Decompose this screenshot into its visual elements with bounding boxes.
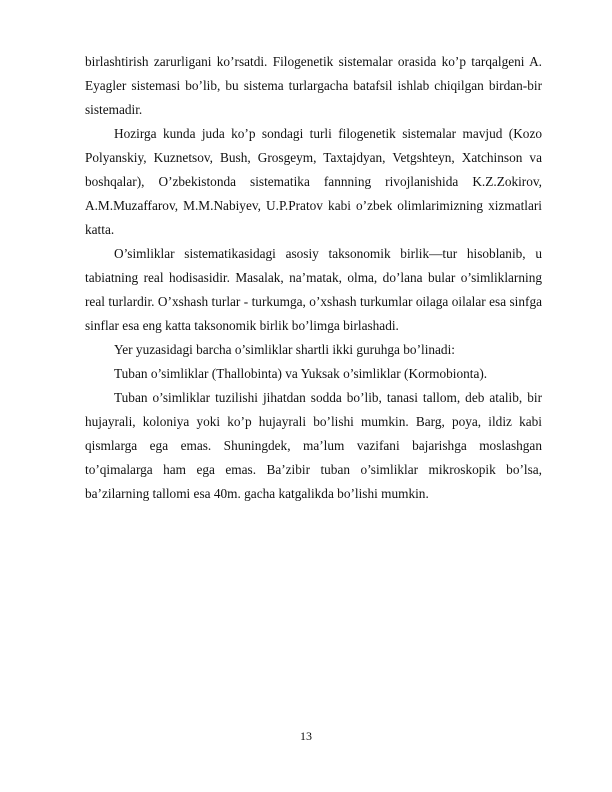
paragraph-two-groups: Yer yuzasidagi barcha o’simliklar shartli ikki guruhga bo’linadi: (114, 342, 455, 357)
paragraph-eyagler-system: birlashtirish zarurligani ko’rsatdi. Filogenetik sistemalar orasida ko’p tarqalgeni A. Eyagler sistemasi bo’lib, bu sistema turlargacha batafsil ishlab chiqilgan birdan-bir sistemadir. (85, 54, 542, 117)
paragraph-taxonomic-unit: O’simliklar sistematikasidagi asosiy taksonomik birlik—tur hisoblanib, u tabiatning real hodisasidir. Masalak, na’matak, olma, do’lana bular o’simliklarning real turlardir. O’xshash turlar - turkumga, o’xshash turkumlar oilaga oilalar esa sinfga sinflar esa eng katta taksonomik birlik bo’limga birlashadi. (85, 246, 542, 333)
paragraph-phylogenetic-systems: Hozirga kunda juda ko’p sondagi turli filogenetik sistemalar mavjud (Kozo Polyanskiy, Kuznetsov, Bush, Grosgeym, Taxtajdyan, Vetgshteyn, Xatchinson va boshqalar), O’zbekistonda sistematika fannning rivojlanishida K.Z.Zokirov, A.M.Muzaffarov, M.M.Nabiyev, U.P.Pratov kabi o’zbek olimlarimizning xizmatlari katta. (85, 126, 542, 237)
paragraph-lower-plants: Tuban o’simliklar tuzilishi jihatdan sodda bo’lib, tanasi tallom, deb atalib, bir hujayrali, koloniya yoki ko’p hujayrali bo’lishi mumkin. Barg, poya, ildiz kabi qismlarga ega emas. Shuningdek, ma’lum vazifani bajarishga moslashgan to’qimalarga ham ega emas. Ba’zibir tuban o’simliklar mikroskopik bo’lsa, ba’zilarning tallomi esa 40m. gacha katgalikda bo’lishi mumkin. (85, 390, 542, 501)
document-page (85, 50, 542, 506)
page-number: 13 (300, 729, 312, 743)
paragraph-group-names: Tuban o’simliklar (Thallobinta) va Yuksak o’simliklar (Kormobionta). (114, 366, 488, 381)
